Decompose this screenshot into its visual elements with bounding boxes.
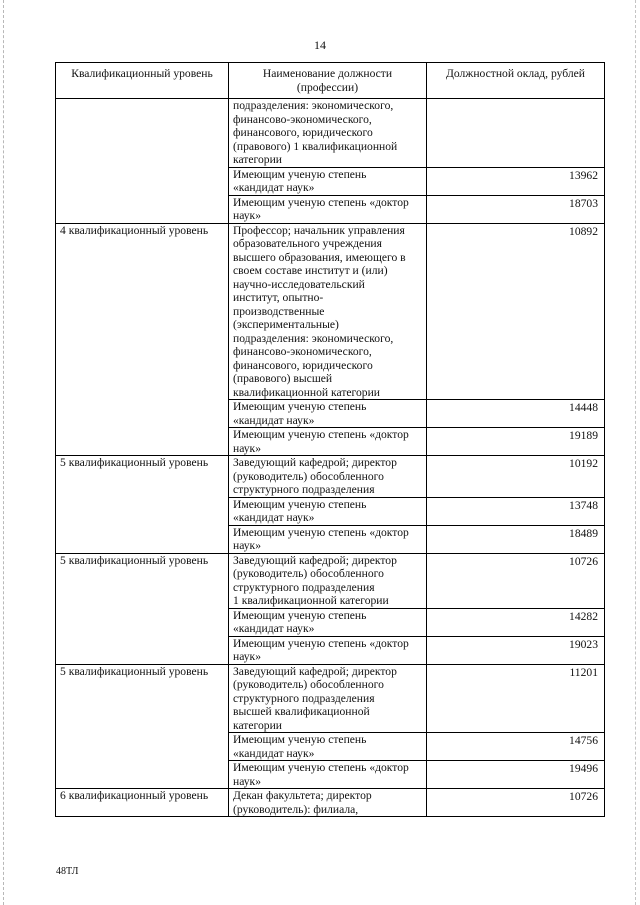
salary-cell: 13748 xyxy=(427,497,605,525)
level-cell: 5 квалификационный уровень xyxy=(56,664,229,789)
salary-cell: 18703 xyxy=(427,195,605,223)
position-cell: Имеющим ученую степень «доктор наук» xyxy=(229,636,427,664)
header-salary: Должностной оклад, рублей xyxy=(427,63,605,99)
table-row xyxy=(56,664,605,733)
position-cell: Декан факультета; директор (руководитель): филиала, xyxy=(229,789,427,817)
scan-left-edge xyxy=(3,0,5,905)
position-cell: Заведующий кафедрой; директор (руководитель) обособленного структурного подразделения 1 квалификационной категории xyxy=(229,553,427,608)
position-cell: Имеющим ученую степень «доктор наук» xyxy=(229,428,427,456)
position-cell: Имеющим ученую степень «доктор наук» xyxy=(229,525,427,553)
salary-cell: 13962 xyxy=(427,167,605,195)
position-cell: Профессор; начальник управления образовательного учреждения высшего образования, имеющего в своем составе институт и (или) научно-исследовательский институт, опытно- производственные (экспериментальные) подразделения: экономического, финансово-экономического, финансового, юридического (правового) высшей квалификационной категории xyxy=(229,223,427,400)
page-number: 14 xyxy=(314,38,326,52)
table-row xyxy=(56,789,605,817)
table-header-row xyxy=(56,63,605,99)
salary-cell: 10892 xyxy=(427,223,605,400)
scan-right-edge xyxy=(635,0,637,905)
level-cell: 4 квалификационный уровень xyxy=(56,223,229,456)
position-cell: Заведующий кафедрой; директор (руководитель) обособленного структурного подразделения xyxy=(229,456,427,498)
position-cell: Имеющим ученую степень «кандидат наук» xyxy=(229,497,427,525)
salary-cell: 18489 xyxy=(427,525,605,553)
salary-cell: 10726 xyxy=(427,553,605,608)
position-cell: подразделения: экономического, финансово-экономического, финансового, юридического (правового) 1 квалификационной категории xyxy=(229,99,427,168)
salary-cell xyxy=(427,99,605,168)
position-cell: Имеющим ученую степень «кандидат наук» xyxy=(229,733,427,761)
table-row xyxy=(56,223,605,400)
salary-cell: 19023 xyxy=(427,636,605,664)
salary-cell: 14282 xyxy=(427,608,605,636)
position-cell: Имеющим ученую степень «кандидат наук» xyxy=(229,167,427,195)
document-code: 48ТЛ xyxy=(56,866,79,877)
position-cell: Имеющим ученую степень «кандидат наук» xyxy=(229,608,427,636)
position-cell: Заведующий кафедрой; директор (руководитель) обособленного структурного подразделения высшей квалификационной категории xyxy=(229,664,427,733)
salary-cell: 10192 xyxy=(427,456,605,498)
level-cell: 5 квалификационный уровень xyxy=(56,456,229,554)
position-cell: Имеющим ученую степень «кандидат наук» xyxy=(229,400,427,428)
table-row xyxy=(56,553,605,608)
salary-cell: 10726 xyxy=(427,789,605,817)
level-cell: 5 квалификационный уровень xyxy=(56,553,229,664)
header-position-name: Наименование должности (профессии) xyxy=(229,63,427,99)
level-cell: 6 квалификационный уровень xyxy=(56,789,229,817)
salary-table xyxy=(55,62,605,817)
salary-cell: 11201 xyxy=(427,664,605,733)
table-row xyxy=(56,99,605,168)
table-row xyxy=(56,456,605,498)
level-cell xyxy=(56,99,229,224)
salary-cell: 14756 xyxy=(427,733,605,761)
position-cell: Имеющим ученую степень «доктор наук» xyxy=(229,761,427,789)
header-qualification-level: Квалификационный уровень xyxy=(56,63,229,99)
salary-cell: 14448 xyxy=(427,400,605,428)
salary-cell: 19189 xyxy=(427,428,605,456)
salary-cell: 19496 xyxy=(427,761,605,789)
position-cell: Имеющим ученую степень «доктор наук» xyxy=(229,195,427,223)
